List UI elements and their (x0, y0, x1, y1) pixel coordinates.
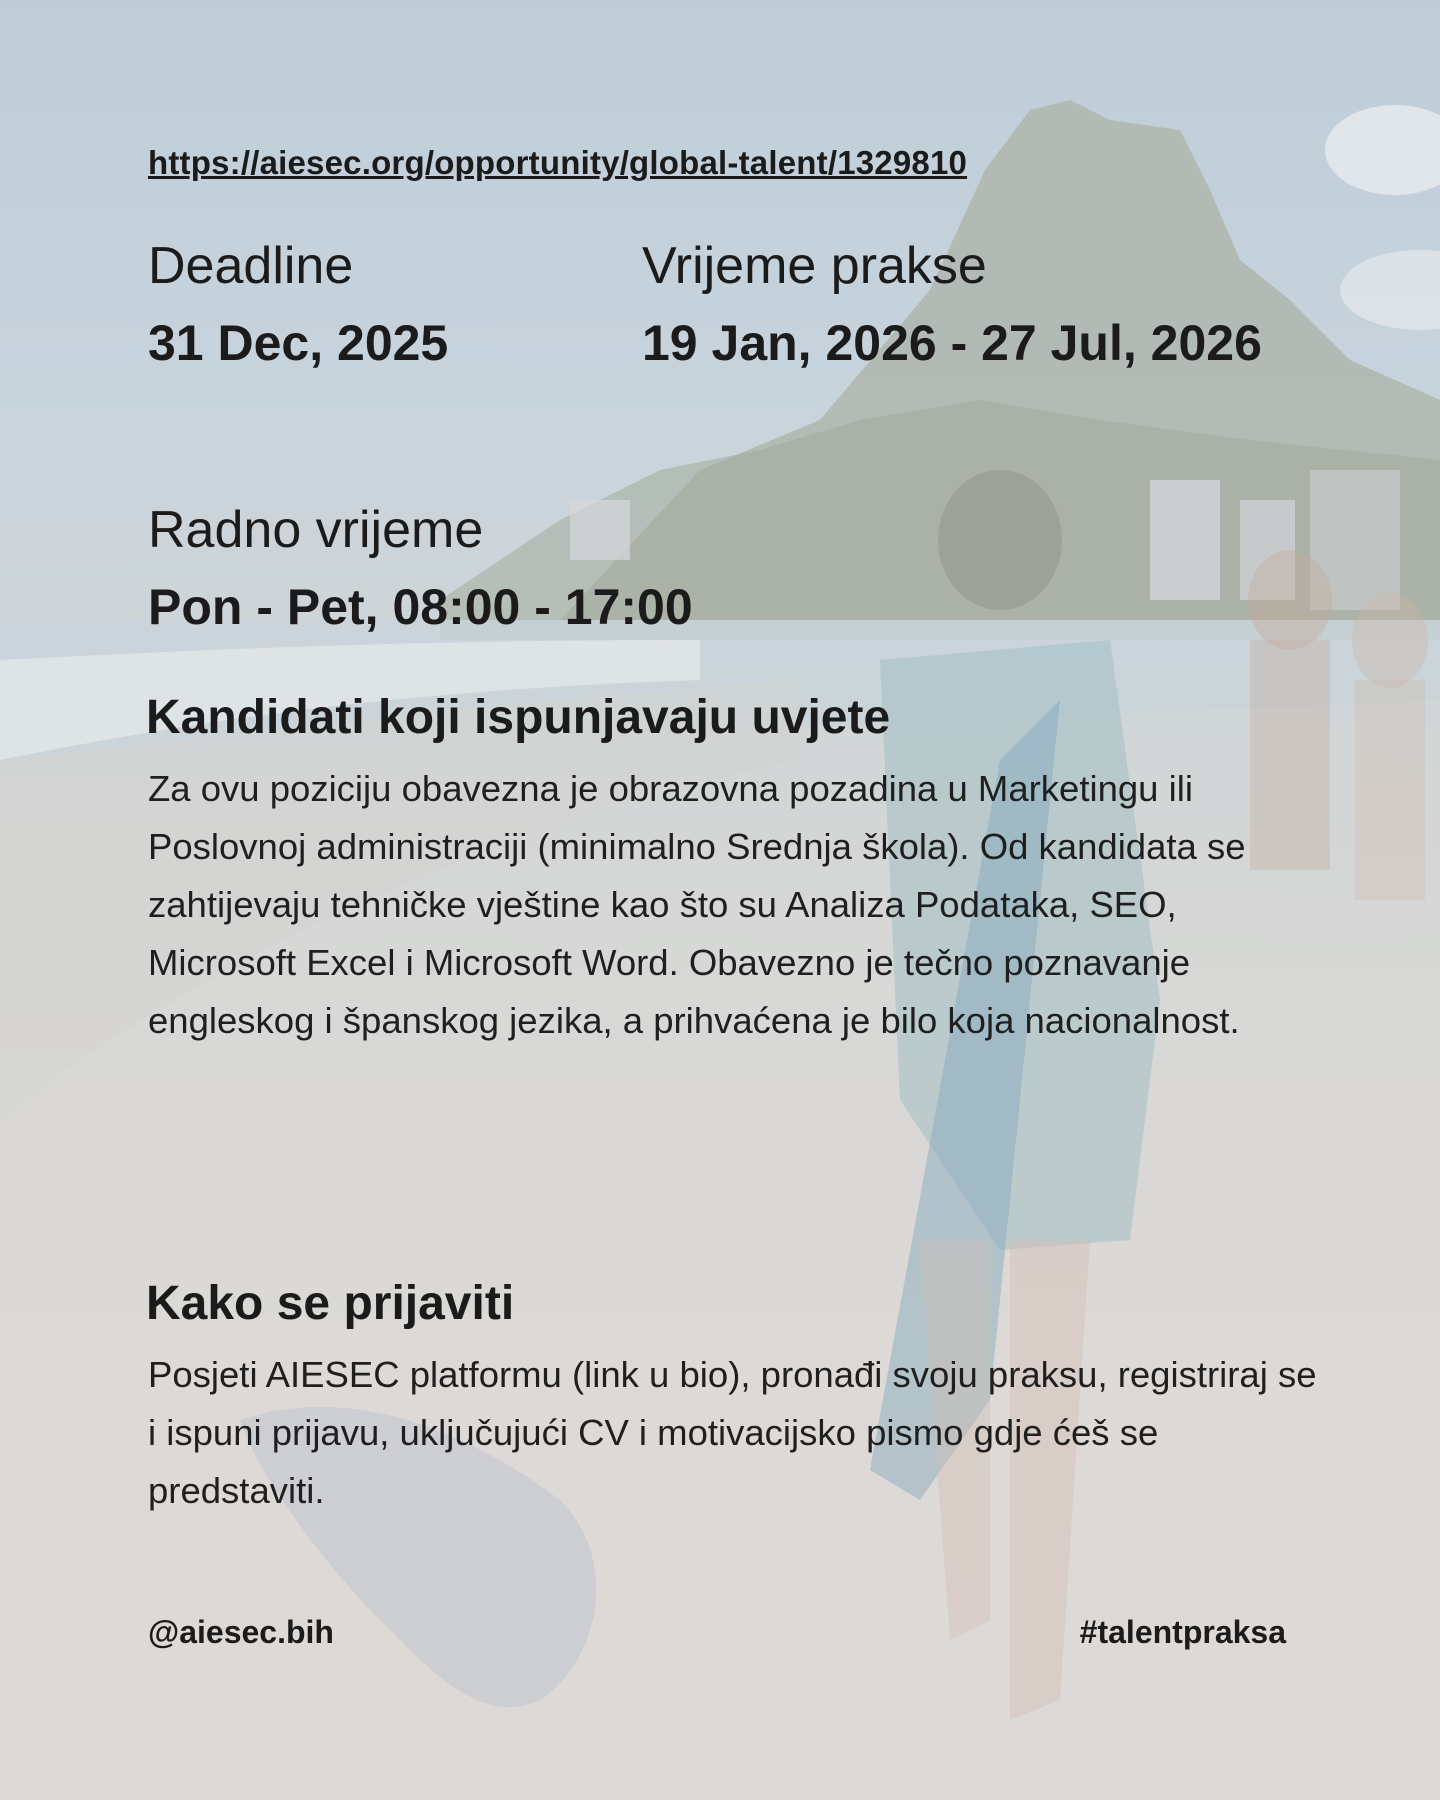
internship-period-label: Vrijeme prakse (642, 237, 987, 295)
application-text: Posjeti AIESEC platformu (link u bio), pronađi svoju praksu, registriraj se i ispuni prijavu, uključujući CV i motivacijsko pismo gdje ćeš se predstaviti. (148, 1354, 1317, 1511)
hashtag: #talentpraksa (1079, 1614, 1286, 1650)
eligibility-heading: Kandidati koji ispunjavaju uvjete (146, 691, 891, 744)
eligibility-text: Za ovu poziciju obavezna je obrazovna pozadina u Marketingu ili Poslovnoj administraciji (minimalno Srednja škola). Od kandidata se zahtijevaju tehničke vještine kao što su Analiza Podataka, SEO, Microsoft Excel i Microsoft Word. Obavezno je tečno poznavanje engleskog i španskog jezika, a prihvaćena je bilo koja nacionalnost. (148, 768, 1246, 1041)
application-heading: Kako se prijaviti (146, 1277, 515, 1330)
working-hours-label: Radno vrijeme (148, 501, 484, 559)
social-handle: @aiesec.bih (148, 1614, 334, 1650)
deadline-label: Deadline (148, 237, 354, 295)
opportunity-link[interactable]: https://aiesec.org/opportunity/global-talent/1329810 (148, 144, 968, 181)
internship-period-value: 19 Jan, 2026 - 27 Jul, 2026 (642, 315, 1262, 371)
working-hours-value: Pon - Pet, 08:00 - 17:00 (148, 579, 693, 635)
deadline-value: 31 Dec, 2025 (148, 315, 449, 371)
